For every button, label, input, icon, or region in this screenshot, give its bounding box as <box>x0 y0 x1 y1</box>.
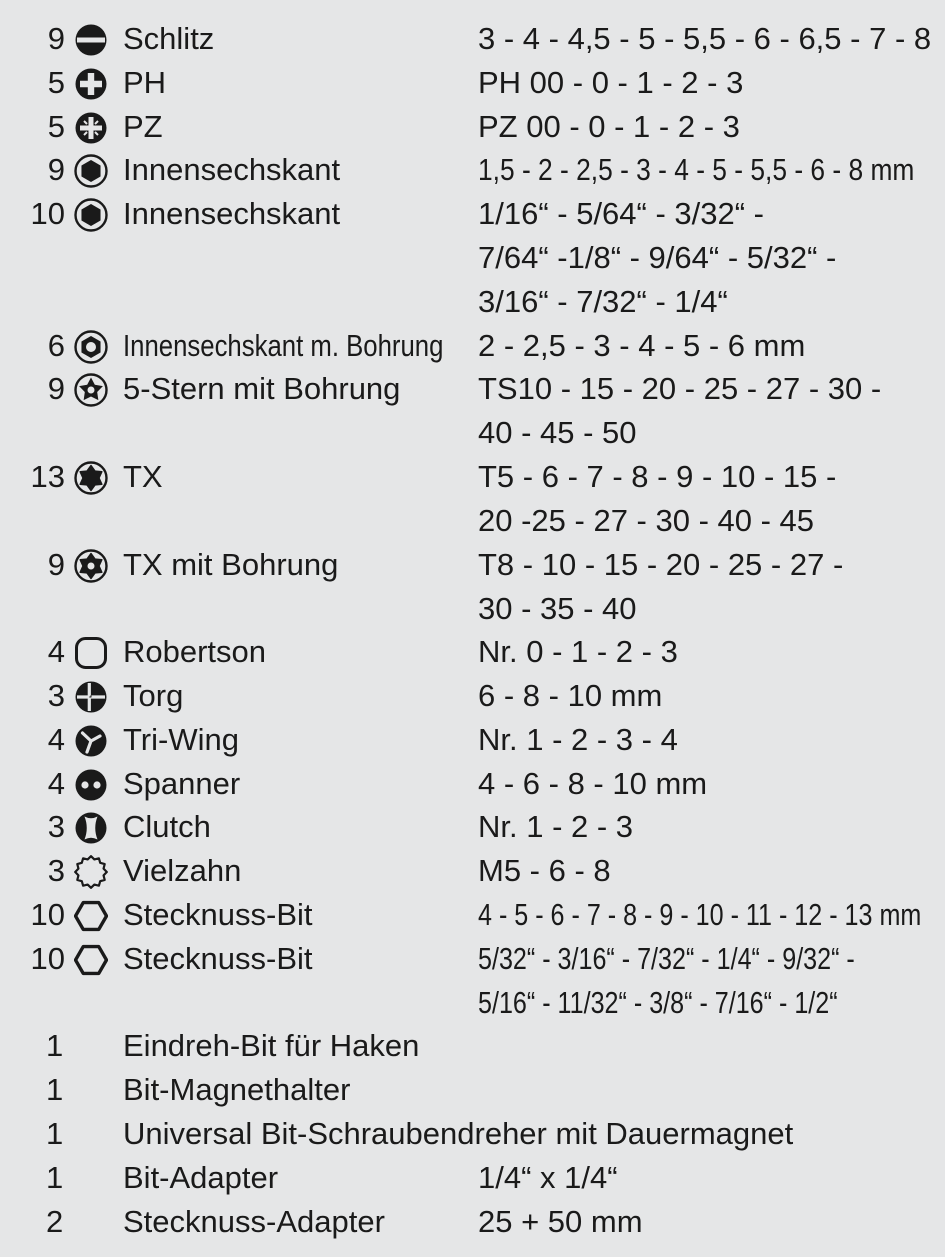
item-quantity: 9 <box>47 371 65 407</box>
item-spec-line: 40 - 45 - 50 <box>478 415 637 451</box>
item-spec <box>478 893 945 937</box>
hex-socket-icon <box>74 154 108 188</box>
torq-icon <box>74 680 108 714</box>
item-quantity: 3 <box>47 809 65 845</box>
item-name: Robertson <box>123 634 267 670</box>
item-spec <box>478 1200 643 1244</box>
item-name: Bit-Adapter <box>123 1159 279 1195</box>
item-spec-line: 4 - 5 - 6 - 7 - 8 - 9 - 10 - 11 - 12 - 13 mm <box>478 897 922 932</box>
item-name: TX <box>123 459 163 494</box>
item-name: Stecknuss-Bit <box>123 940 313 976</box>
item-spec <box>478 17 931 61</box>
item-spec-line: Nr. 1 - 2 - 3 <box>478 809 634 845</box>
item-name: Torg <box>123 678 184 713</box>
item-spec-line: M5 - 6 - 8 <box>478 853 611 889</box>
list-item <box>0 192 945 320</box>
item-quantity: 9 <box>47 21 65 56</box>
item-spec-line: 4 - 6 - 8 - 10 mm <box>478 765 708 801</box>
list-item <box>0 455 945 538</box>
item-spec-line: 20 -25 - 27 - 30 - 40 - 45 <box>478 503 815 538</box>
list-item <box>0 1024 945 1068</box>
tri-wing-icon <box>74 724 108 758</box>
slotted-icon <box>74 23 108 57</box>
item-spec <box>478 148 945 192</box>
hex-bore-icon <box>74 330 108 364</box>
list-item <box>0 17 945 61</box>
item-spec <box>478 630 678 674</box>
item-spec <box>478 543 843 631</box>
item-spec <box>478 192 836 324</box>
torx-icon <box>74 461 108 495</box>
item-spec-line: 1,5 - 2 - 2,5 - 3 - 4 - 5 - 5,5 - 6 - 8 mm <box>478 152 915 188</box>
item-quantity: 9 <box>47 546 65 582</box>
list-item <box>0 1156 945 1200</box>
spanner-icon <box>74 768 108 802</box>
item-spec-line: T5 - 6 - 7 - 8 - 9 - 10 - 15 - <box>478 459 837 494</box>
robertson-icon <box>74 636 108 670</box>
list-item <box>0 148 945 192</box>
item-spec-line: Nr. 0 - 1 - 2 - 3 <box>478 634 678 670</box>
item-spec-line: 3 - 4 - 4,5 - 5 - 5,5 - 6 - 6,5 - 7 - 8 <box>478 21 932 56</box>
item-name: Stecknuss-Bit <box>123 897 313 932</box>
item-name: Clutch <box>123 809 211 845</box>
item-spec <box>478 455 836 543</box>
item-quantity: 5 <box>47 108 65 144</box>
item-spec-line: 1/4“ x 1/4“ <box>478 1159 618 1195</box>
item-spec <box>478 674 662 718</box>
hex-socket-icon <box>74 198 108 232</box>
list-item <box>0 1068 945 1112</box>
item-name: Tri-Wing <box>123 721 239 757</box>
list-item <box>0 1112 945 1156</box>
socket-hex-icon <box>74 899 108 933</box>
item-spec <box>478 718 678 762</box>
item-spec <box>478 937 943 1025</box>
five-star-bore-icon <box>74 373 108 407</box>
item-spec-line: PH 00 - 0 - 1 - 2 - 3 <box>478 64 744 100</box>
item-quantity: 9 <box>47 152 65 188</box>
list-item <box>0 893 945 937</box>
item-spec <box>478 1156 618 1200</box>
item-quantity: 6 <box>47 327 65 363</box>
item-quantity: 10 <box>30 940 65 976</box>
list-item <box>0 630 945 674</box>
item-spec-line: 3/16“ - 7/32“ - 1/4“ <box>478 284 728 320</box>
item-quantity: 1 <box>46 1159 64 1195</box>
item-name: 5-Stern mit Bohrung <box>123 371 401 407</box>
clutch-icon <box>74 811 108 845</box>
torx-bore-icon <box>74 549 108 583</box>
item-spec-line: 5/32“ - 3/16“ - 7/32“ - 1/4“ - 9/32“ - <box>478 940 855 976</box>
list-item <box>0 367 945 451</box>
list-item <box>0 849 945 893</box>
item-spec-line: 6 - 8 - 10 mm <box>478 678 663 713</box>
item-quantity: 3 <box>47 853 65 889</box>
item-spec-line: PZ 00 - 0 - 1 - 2 - 3 <box>478 108 740 144</box>
item-spec-line: 1/16“ - 5/64“ - 3/32“ - <box>478 196 765 232</box>
item-spec-line: 2 - 2,5 - 3 - 4 - 5 - 6 mm <box>478 327 806 363</box>
item-spec-line: T8 - 10 - 15 - 20 - 25 - 27 - <box>478 546 844 582</box>
item-name: Innensechskant <box>123 196 341 232</box>
item-name: Schlitz <box>123 21 215 56</box>
item-quantity: 10 <box>30 196 65 232</box>
item-spec <box>478 105 740 149</box>
item-spec-line: 7/64“ -1/8“ - 9/64“ - 5/32“ - <box>478 240 837 276</box>
item-name: Innensechskant <box>123 152 341 188</box>
item-name: TX mit Bohrung <box>123 546 339 582</box>
item-quantity: 13 <box>30 459 65 494</box>
item-spec <box>478 762 707 806</box>
list-item <box>0 324 945 368</box>
list-item <box>0 937 945 1020</box>
phillips-icon <box>74 67 108 101</box>
multi-tooth-icon <box>74 855 108 889</box>
item-name: Stecknuss-Adapter <box>123 1203 385 1239</box>
list-item <box>0 105 945 149</box>
item-spec <box>478 61 743 105</box>
item-name: Bit-Magnethalter <box>123 1072 351 1108</box>
item-name: PZ <box>123 108 163 144</box>
item-quantity: 4 <box>47 765 65 801</box>
item-quantity: 3 <box>47 678 65 713</box>
item-quantity: 2 <box>46 1203 64 1239</box>
item-name: Eindreh-Bit für Haken <box>123 1028 420 1064</box>
item-quantity: 1 <box>46 1028 64 1064</box>
item-spec-line: 25 + 50 mm <box>478 1203 643 1239</box>
item-quantity: 10 <box>30 897 65 932</box>
item-quantity: 5 <box>47 64 65 100</box>
item-name: Universal Bit-Schraubendreher mit Dauermagnet <box>123 1116 794 1151</box>
item-quantity: 1 <box>46 1116 64 1151</box>
item-name: Vielzahn <box>123 853 242 889</box>
item-name: Innensechskant m. Bohrung <box>123 327 444 363</box>
item-spec-line: Nr. 1 - 2 - 3 - 4 <box>478 721 678 757</box>
item-spec <box>478 849 611 893</box>
item-spec <box>478 324 805 368</box>
item-spec <box>478 805 633 849</box>
item-name: PH <box>123 64 167 100</box>
item-quantity: 4 <box>47 721 65 757</box>
item-quantity: 1 <box>46 1072 64 1108</box>
item-spec-line: 5/16“ - 11/32“ - 3/8“ - 7/16“ - 1/2“ <box>478 984 838 1020</box>
list-item <box>0 1200 945 1244</box>
item-name: Spanner <box>123 765 241 801</box>
list-item <box>0 805 945 849</box>
pozidriv-icon <box>74 111 108 145</box>
list-item <box>0 61 945 105</box>
list-item <box>0 718 945 762</box>
list-item <box>0 762 945 806</box>
item-spec-line: 30 - 35 - 40 <box>478 590 637 626</box>
item-spec <box>478 367 881 455</box>
socket-hex-icon <box>74 943 108 977</box>
list-item <box>0 543 945 626</box>
item-spec-line: TS10 - 15 - 20 - 25 - 27 - 30 - <box>478 371 882 407</box>
item-quantity: 4 <box>47 634 65 670</box>
list-item <box>0 674 945 718</box>
